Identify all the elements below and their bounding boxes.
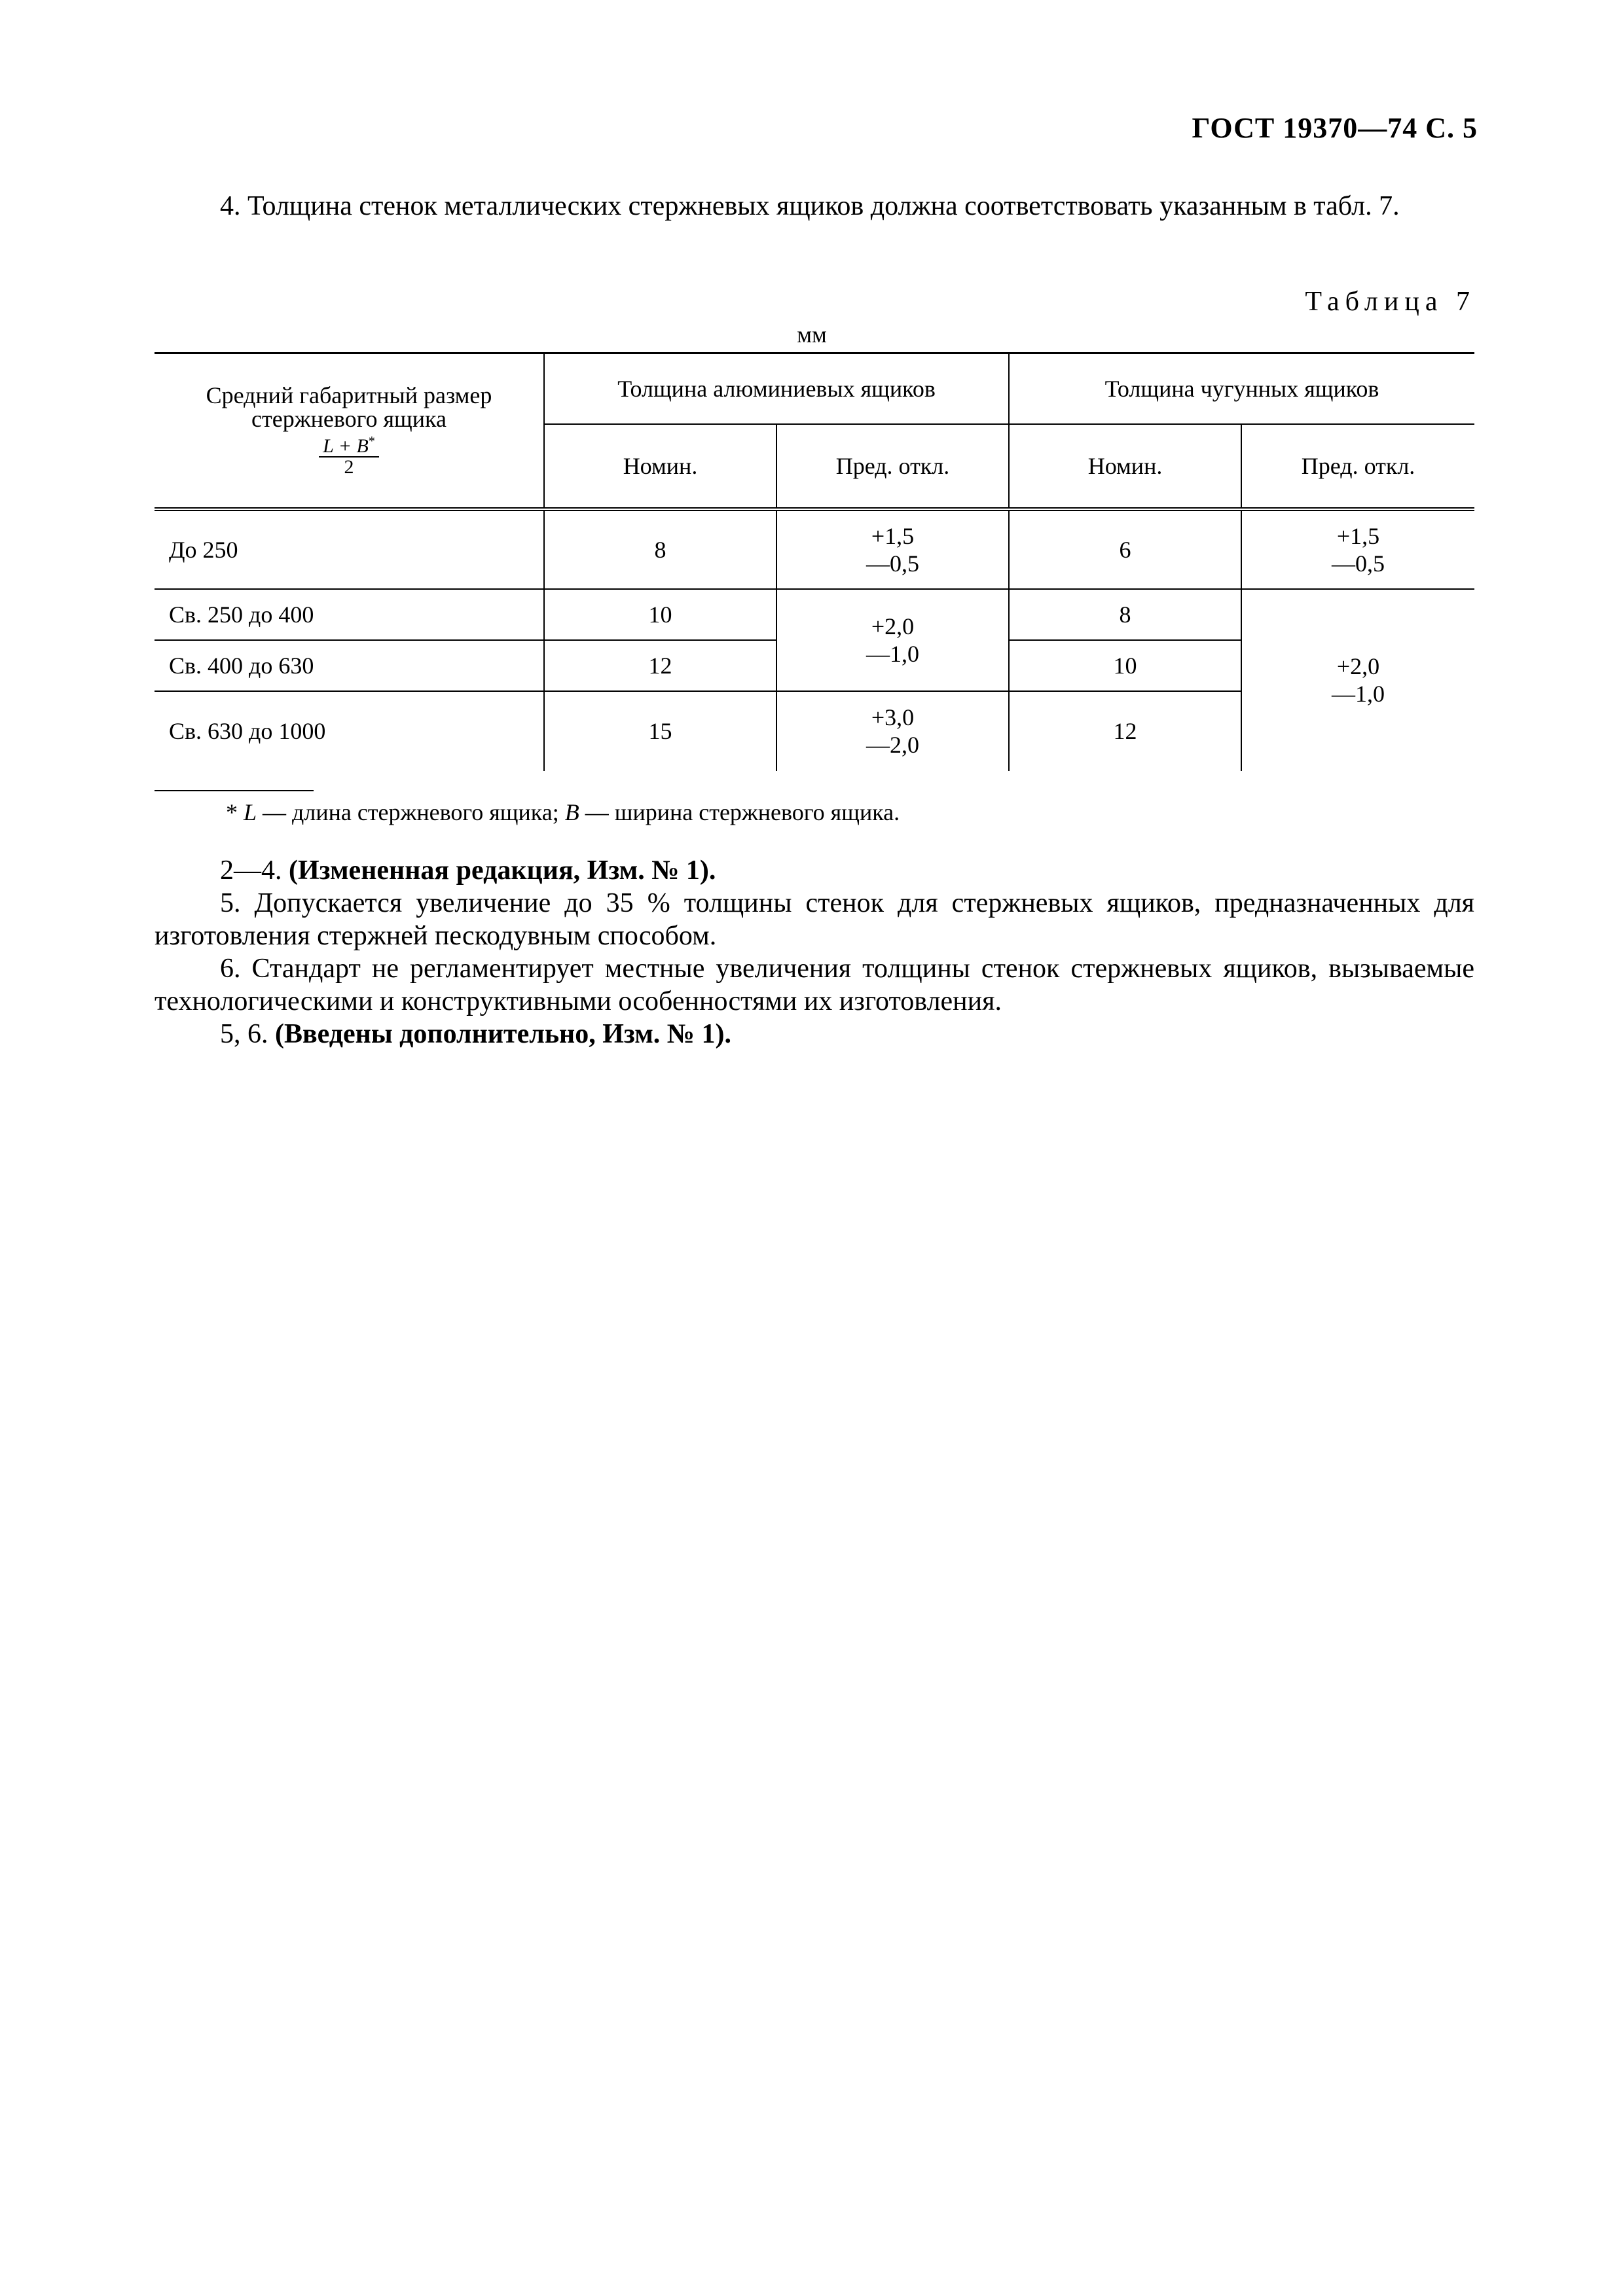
size-header-line1: Средний габаритный размер [206,382,492,409]
formula-numerator: L + B* [319,431,379,457]
size-cell: Св. 400 до 630 [155,640,544,691]
ci-pred-header: Пред. откл. [1241,424,1474,509]
al-nomin-header: Номин. [544,424,776,509]
ci-nom-cell: 8 [1009,589,1241,640]
size-cell: До 250 [155,509,544,589]
page-header: ГОСТ 19370—74 С. 5 [1192,112,1478,144]
aluminum-header: Толщина алюминиевых ящиков [544,353,1009,424]
table-row [155,509,1474,589]
note-5-6: 5, 6. (Введены дополнительно, Изм. № 1). [220,1019,731,1049]
table-row [155,589,1474,640]
al-dev-cell [776,691,1009,771]
al-nom-cell: 8 [544,509,776,589]
ci-dev-minus: —1,0 [1332,681,1385,707]
al-dev-cell [776,589,1009,691]
al-nom-cell: 10 [544,589,776,640]
ci-nomin-header: Номин. [1009,424,1241,509]
size-header-line2: стержневого ящика [251,406,447,433]
note-2-4: 2—4. (Измененная редакция, Изм. № 1). [220,855,716,886]
ci-nom-cell: 6 [1009,509,1241,589]
table-footnote: * L — длина стержневого ящика; B — ширина стержневого ящика. [226,799,900,825]
ci-dev-plus: +1,5 [1336,522,1380,549]
paragraph-5: 5. Допускается увеличение до 35 % толщины стенок для стержневых ящиков, предназначенных для изготовления стержней пескодувным способом. [155,888,1474,951]
al-dev-plus: +2,0 [871,613,915,639]
paragraph-4: 4. Толщина стенок металлических стержневых ящиков должна соответствовать указанным в табл. 7. [220,191,1400,221]
ci-nom-cell: 10 [1009,640,1241,691]
al-nom-cell: 15 [544,691,776,771]
ci-dev-minus: —0,5 [1332,550,1385,577]
al-dev-plus: +3,0 [871,704,915,730]
ci-dev-cell [1241,589,1474,771]
al-dev-cell [776,509,1009,589]
castiron-header: Толщина чугунных ящиков [1009,353,1474,424]
size-formula [319,431,379,477]
ci-dev-plus: +2,0 [1336,653,1380,679]
al-pred-header: Пред. откл. [776,424,1009,509]
table-caption: Таблица 7 [1305,287,1476,317]
ci-nom-cell: 12 [1009,691,1241,771]
al-dev-minus: —0,5 [866,550,919,577]
wall-thickness-table [155,352,1474,771]
table-unit: мм [797,321,827,348]
al-dev-minus: —2,0 [866,732,919,758]
paragraph-6: 6. Стандарт не регламентирует местные увеличения толщины стенок стержневых ящиков, вызываемые технологическими и конструктивными особенностями их изготовления. [155,954,1474,1016]
size-column-header [155,353,544,509]
size-cell: Св. 250 до 400 [155,589,544,640]
footnote-separator [155,790,314,791]
al-dev-minus: —1,0 [866,640,919,667]
ci-dev-cell [1241,509,1474,589]
formula-denominator: 2 [344,456,354,478]
al-nom-cell: 12 [544,640,776,691]
size-cell: Св. 630 до 1000 [155,691,544,771]
al-dev-plus: +1,5 [871,522,915,549]
